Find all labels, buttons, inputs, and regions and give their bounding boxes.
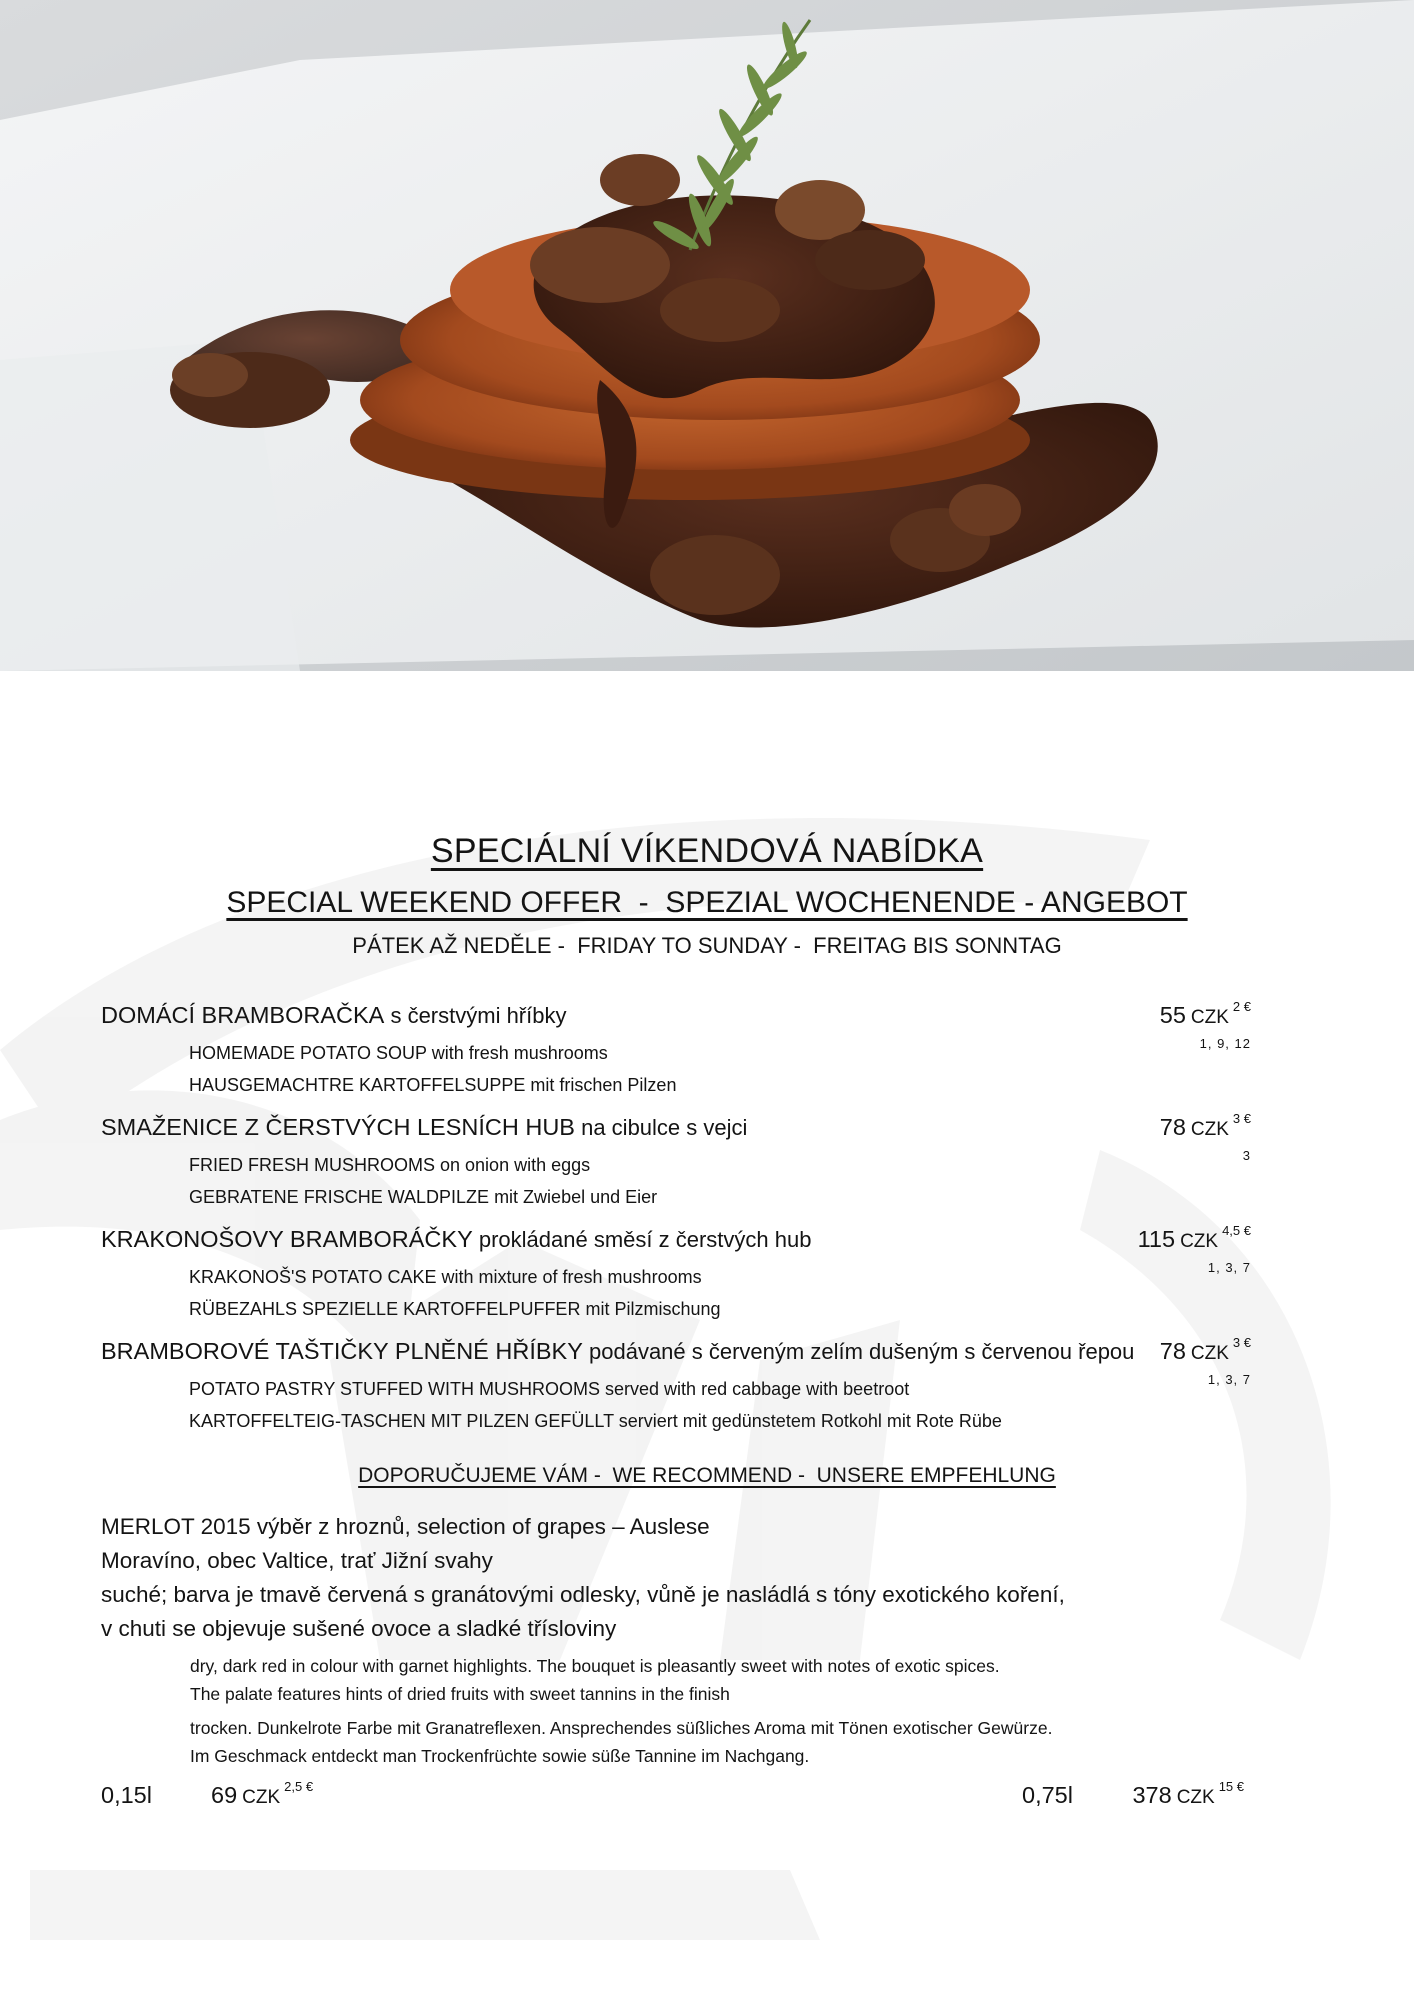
menu-item (101, 1336, 1251, 1437)
bottle-volume: 0,75l (1022, 1782, 1073, 1808)
dish-title: KRAKONOŠOVY BRAMBORÁČKY prokládané směsí z čerstvých hub (101, 1226, 812, 1252)
allergen-codes: 1, 3, 7 (1207, 1260, 1251, 1275)
wine-description-de: trocken. Dunkelrote Farbe mit Granatreflexen. Ansprechendes süßliches Aroma mit Tönen exotischer Gewürze. (190, 1718, 1053, 1738)
food-photo (0, 0, 1414, 671)
dish-description-de: HAUSGEMACHTRE KARTOFFELSUPPE mit frischen Pilzen (189, 1075, 677, 1095)
glass-price: 69 $CZK^{2,5 €}$ (211, 1779, 314, 1808)
wine-description-en: dry, dark red in colour with garnet highlights. The bouquet is pleasantly sweet with notes of exotic spices. (190, 1656, 1000, 1676)
dish-price: 55 $CZK^{2 €}$ (1159, 999, 1251, 1028)
wine-description-cz: v chuti se objevuje sušené ovoce a sladké třísloviny (101, 1616, 617, 1641)
wine-name: MERLOT 2015 výběr z hroznů, selection of grapes – Auslese (101, 1514, 710, 1539)
menu-item (101, 1112, 1251, 1213)
bottle-price: 378 $CZK^{15 €}$ (1132, 1779, 1244, 1808)
dish-description-en: FRIED FRESH MUSHROOMS on onion with eggs (189, 1155, 591, 1175)
wine-origin: Moravíno, obec Valtice, trať Jižní svahy (101, 1548, 493, 1573)
wine-recommendation (101, 1510, 1251, 1770)
wine-description-cz: suché; barva je tmavě červená s granátovými odlesky, vůně je nasládlá s tóny exotického koření, (101, 1582, 1065, 1607)
recommendation-heading: DOPORUČUJEME VÁM - WE RECOMMEND - UNSERE EMPFEHLUNG (358, 1464, 1056, 1487)
glass-volume: 0,15l (101, 1782, 152, 1808)
menu-item (101, 1000, 1251, 1101)
dish-price: 115 $CZK^{4,5 €}$ (1137, 1223, 1251, 1252)
allergen-codes: 3 (1242, 1148, 1251, 1163)
allergen-codes: 1, 9, 12 (1199, 1036, 1251, 1051)
dish-description-en: KRAKONOŠ'S POTATO CAKE with mixture of fresh mushrooms (189, 1267, 702, 1287)
dish-description-de: KARTOFFELTEIG-TASCHEN MIT PILZEN GEFÜLLT serviert mit gedünstetem Rotkohl mit Rote Rübe (189, 1411, 1002, 1431)
menu-item (101, 1224, 1251, 1325)
wine-description-de: Im Geschmack entdeckt man Trockenfrüchte sowie süße Tannine im Nachgang. (190, 1746, 810, 1766)
dish-price: 78 $CZK^{3 €}$ (1159, 1335, 1251, 1364)
dish-description-en: POTATO PASTRY STUFFED WITH MUSHROOMS served with red cabbage with beetroot (189, 1379, 910, 1399)
dish-title: DOMÁCÍ BRAMBORAČKA s čerstvými hříbky (101, 1002, 567, 1028)
page-subtitle: SPECIAL WEEKEND OFFER - SPEZIAL WOCHENENDE - ANGEBOT (226, 886, 1188, 919)
allergen-codes: 1, 3, 7 (1207, 1372, 1251, 1387)
availability-days: PÁTEK AŽ NEDĚLE - FRIDAY TO SUNDAY - FREITAG BIS SONNTAG (352, 933, 1062, 958)
dish-title: SMAŽENICE Z ČERSTVÝCH LESNÍCH HUB na cibulce s vejci (101, 1114, 748, 1140)
dish-price: 78 $CZK^{3 €}$ (1159, 1111, 1251, 1140)
wine-description-en: The palate features hints of dried fruits with sweet tannins in the finish (190, 1684, 730, 1704)
dish-description-de: RÜBEZAHLS SPEZIELLE KARTOFFELPUFFER mit Pilzmischung (189, 1299, 721, 1319)
dish-title: BRAMBOROVÉ TAŠTIČKY PLNĚNÉ HŘÍBKY podávané s červeným zelím dušeným s červenou řepou (101, 1338, 1135, 1364)
dish-description-en: HOMEMADE POTATO SOUP with fresh mushrooms (189, 1043, 608, 1063)
page-title: SPECIÁLNÍ VÍKENDOVÁ NABÍDKA (430, 832, 984, 870)
dish-description-de: GEBRATENE FRISCHE WALDPILZE mit Zwiebel und Eier (189, 1187, 658, 1207)
